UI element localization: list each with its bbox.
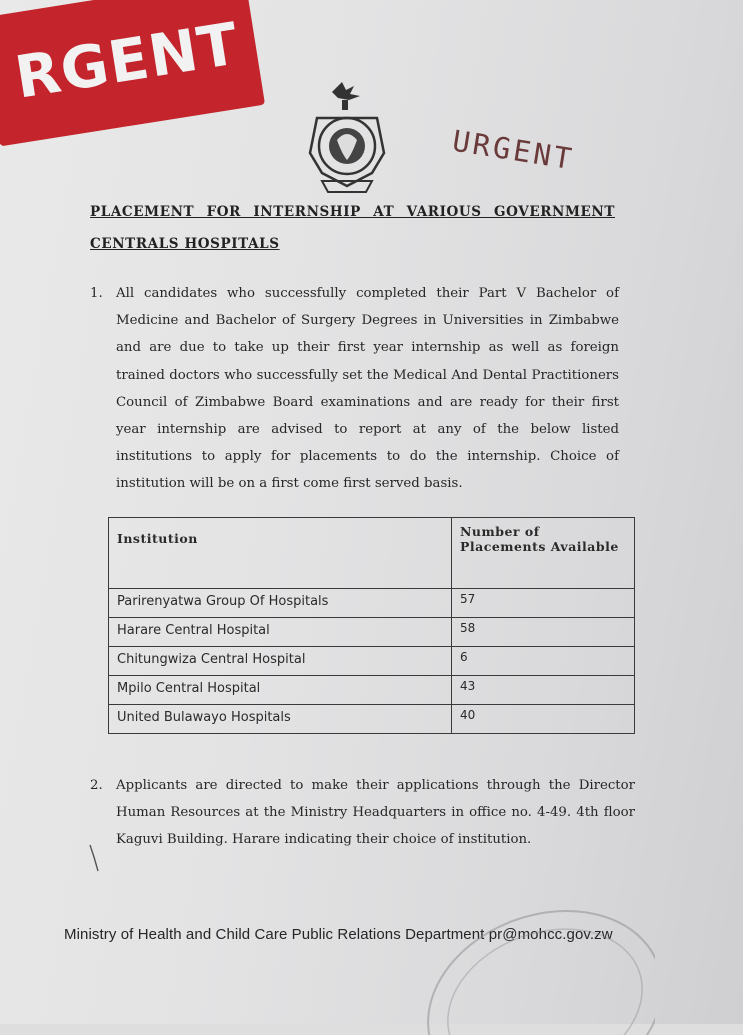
paragraph-number: 2.	[90, 778, 103, 793]
pen-mark-icon	[88, 843, 102, 873]
column-header-placements: Number of Placements Available	[452, 518, 635, 589]
table-header-row	[109, 518, 635, 589]
placements-cell: 6	[452, 647, 635, 676]
title-line-1: PLACEMENT FOR INTERNSHIP AT VARIOUS GOVERNMENT	[90, 204, 615, 220]
official-round-stamp-icon	[395, 895, 655, 1035]
table-row	[109, 705, 635, 734]
table-row	[109, 647, 635, 676]
placements-table	[108, 517, 635, 734]
table-row	[109, 618, 635, 647]
paragraph-text: Applicants are directed to make their applications through the Director Human Resources at the Ministry Headquarters in office no. 4-49. 4th floor Kaguvi Building. Harare indicating their choice of institution.	[116, 778, 635, 848]
ministry-emblem-icon	[302, 78, 392, 198]
institution-cell: Parirenyatwa Group Of Hospitals	[109, 589, 452, 618]
institution-cell: Harare Central Hospital	[109, 618, 452, 647]
institution-cell: United Bulawayo Hospitals	[109, 705, 452, 734]
placements-cell: 57	[452, 589, 635, 618]
column-header-institution: Institution	[109, 518, 452, 589]
paragraph-2	[90, 772, 635, 862]
paragraph-number: 1.	[90, 286, 103, 301]
placements-cell: 40	[452, 705, 635, 734]
urgent-red-stamp: RGENT	[0, 0, 265, 146]
urgent-handwritten-stamp: URGENT	[450, 123, 577, 177]
paragraph-text: All candidates who successfully completed their Part V Bachelor of Medicine and Bachelor of Surgery Degrees in Universities in Zimbabwe and are due to take up their first year internship as well as foreign trained doctors who successfully set the Medical And Dental Practitioners Council of Zimbabwe Board examinations and are ready for their first year internship are advised to report at any of the below listed institutions to apply for placements to do the internship. Choice of institution will be on a first come first served basis.	[116, 286, 619, 492]
institution-cell: Mpilo Central Hospital	[109, 676, 452, 705]
institution-cell: Chitungwiza Central Hospital	[109, 647, 452, 676]
table-row	[109, 589, 635, 618]
table-row	[109, 676, 635, 705]
title-line-2: CENTRALS HOSPITALS	[90, 236, 280, 252]
paragraph-1	[90, 280, 620, 492]
placements-cell: 58	[452, 618, 635, 647]
placements-cell: 43	[452, 676, 635, 705]
footer-contact: Ministry of Health and Child Care Public Relations Department pr@mohcc.gov.zw	[64, 926, 613, 943]
document-title	[90, 196, 615, 260]
